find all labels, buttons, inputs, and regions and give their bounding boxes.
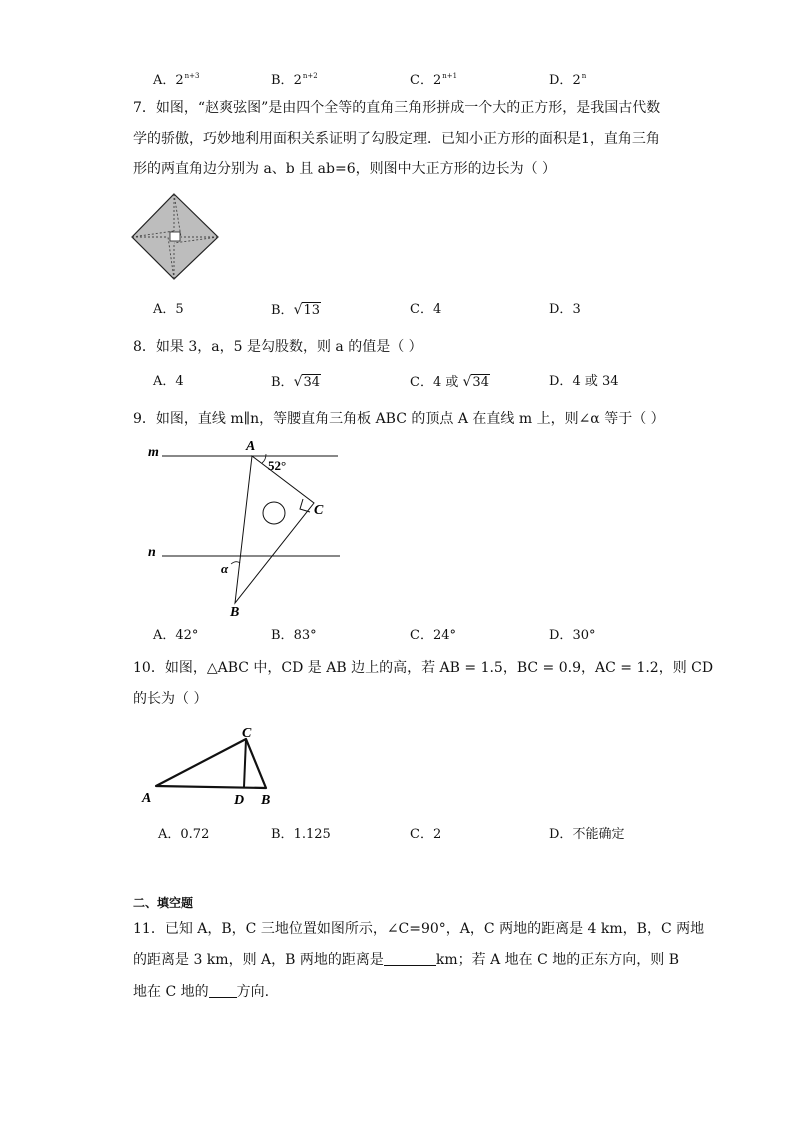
inner-square: [170, 232, 180, 241]
label-d: D: [234, 793, 245, 808]
triangle-abc: [156, 739, 266, 788]
answer-blank-distance[interactable]: [384, 965, 436, 966]
q7-option-b: B．√13: [271, 302, 321, 318]
label-alpha: α: [221, 561, 229, 576]
triangle-hole: [263, 502, 285, 524]
q8-option-d: D．4 或 34: [549, 374, 619, 389]
q9-figure: [140, 436, 350, 621]
label-c: C: [314, 503, 324, 518]
q11-line-2: 的距离是 3 km，则 A，B 两地的距离是 km；若 A 地在 C 地的正东方向，则 B: [133, 952, 679, 968]
q6-option-a: A．$2^{n+3}$: [153, 72, 200, 88]
label-n: n: [148, 545, 156, 560]
q7-line-2: 学的骄傲，巧妙地利用面积关系证明了勾股定理．已知小正方形的面积是1，直角三角: [133, 131, 660, 147]
q6-option-b: B．$2^{n+2}$: [271, 72, 318, 88]
sqrt-symbol: √34: [462, 374, 489, 390]
q7-option-a: A．5: [153, 302, 184, 317]
label-b: B: [261, 793, 271, 808]
q9-option-c: C．24°: [410, 628, 456, 643]
label-c: C: [242, 726, 252, 741]
label-a: A: [246, 439, 256, 454]
q9-option-d: D．30°: [549, 628, 596, 643]
q7-line-3: 形的两直角边分别为 a、b 且 ab=6，则图中大正方形的边长为（ ）: [133, 161, 557, 177]
q9-option-a: A．42°: [153, 628, 199, 643]
sqrt-symbol: √34: [293, 374, 321, 390]
sqrt-symbol: √13: [293, 302, 321, 318]
q8-option-a: A．4: [153, 374, 184, 389]
q6-option-d: D．2$^n$: [549, 72, 587, 88]
zhao-shuang-diagram: [130, 190, 222, 282]
q8-option-c: C．4 或 √34: [410, 374, 489, 390]
label-m: m: [148, 445, 159, 460]
q11-line-3: 地在 C 地的 方向.: [133, 984, 270, 1000]
q9-line: 9．如图，直线 m∥n，等腰直角三角板 ABC 的顶点 A 在直线 m 上，则∠α 等于（ ）: [133, 411, 665, 427]
q10-figure: [140, 722, 290, 810]
q10-line-1: 10．如图，△ABC 中，CD 是 AB 边上的高，若 AB = 1.5，BC = 0.9，AC = 1.2，则 CD: [133, 660, 714, 676]
q7-option-d: D．3: [549, 302, 581, 317]
angle-alpha-arc: [231, 562, 240, 564]
q10-option-b: B．1.125: [271, 827, 331, 842]
angle-52-arc: [262, 454, 266, 463]
q6-option-c: C．$2^{n+1}$: [410, 72, 458, 88]
q8-line: 8．如果 3，a，5 是勾股数，则 a 的值是（ ）: [133, 339, 423, 355]
q10-option-c: C．2: [410, 827, 442, 842]
triangle-abc: [235, 456, 314, 603]
answer-blank-direction[interactable]: [209, 997, 237, 998]
label-b: B: [230, 605, 240, 620]
q7-line-1: 7．如图，“赵爽弦图”是由四个全等的直角三角形拼成一个大的正方形，是我国古代数: [133, 100, 661, 116]
q10-line-2: 的长为（ ）: [133, 691, 208, 707]
q8-option-b: B．√34: [271, 374, 321, 390]
label-a: A: [142, 791, 152, 806]
q10-option-a: A．0.72: [158, 827, 210, 842]
label-52-degrees: 52°: [268, 458, 287, 473]
q7-option-c: C．4: [410, 302, 442, 317]
altitude-cd: [244, 739, 246, 787]
q10-option-d: D．不能确定: [549, 827, 625, 842]
q9-option-b: B．83°: [271, 628, 317, 643]
section-title-fill-in: 二、填空题: [133, 896, 194, 910]
q11-line-1: 11．已知 A，B，C 三地位置如图所示，∠C=90°，A，C 两地的距离是 4 km，B，C 两地: [133, 921, 705, 937]
